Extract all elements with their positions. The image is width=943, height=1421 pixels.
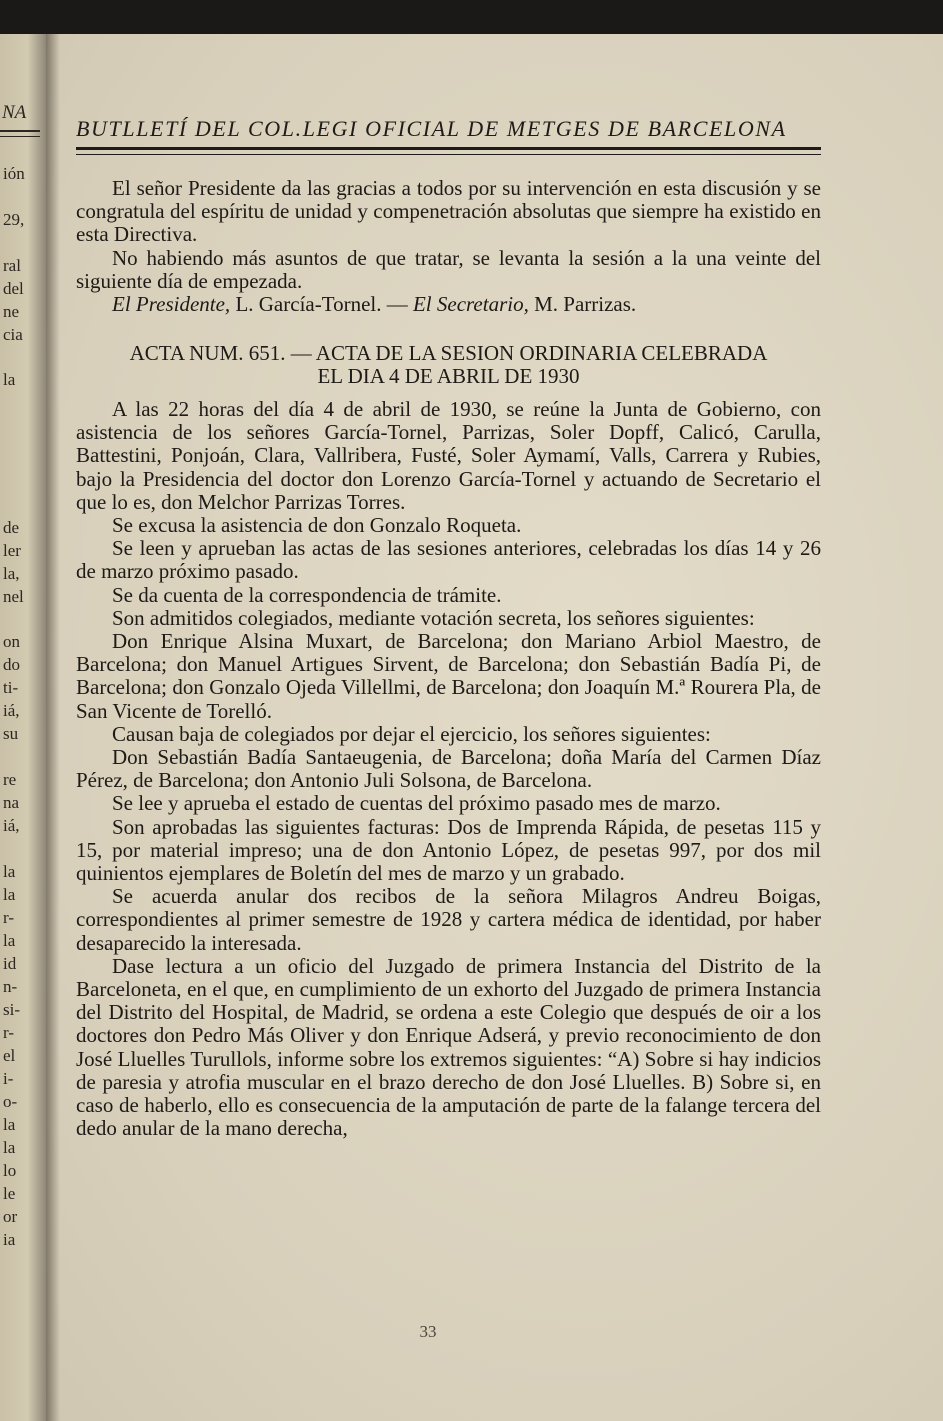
previous-page-fragment: cia	[3, 325, 23, 344]
previous-page-fragment: iá,	[3, 701, 20, 720]
previous-page-fragment: id	[3, 954, 17, 973]
previous-page-fragment: on	[3, 632, 20, 651]
previous-page-fragment: la	[3, 1138, 16, 1157]
previous-page-fragment: o-	[3, 1092, 18, 1111]
previous-page-fragment: de	[3, 518, 20, 537]
page-gutter-shadow	[46, 34, 60, 1421]
previous-page-fragment: lo	[3, 1161, 17, 1180]
president-role: El Presidente,	[112, 292, 231, 317]
previous-page-header: NA	[2, 102, 27, 123]
previous-page-fragment: si-	[3, 1000, 20, 1019]
previous-page-rule	[0, 130, 40, 132]
previous-page-rule	[0, 136, 40, 137]
paragraph: Dase lectura a un oficio del Juzgado de primera Instancia del Distrito de la Barceloneta, en el que, en cumplimiento de un exhorto del Juzgado de primera Instancia del Distrito del Hospital, de Madrid, se ordena a este Colegio que después de oir a los doctores don Pedro Más Oliver y don Enrique Adserá, y previo reconocimiento de don José Lluelles Turullols, informe sobre los extremos siguientes: “A) Sobre si hay indicios de paresia y atrofia muscular en el brazo derecho de don José Lluelles. B) Sobre si, en caso de haberlo, ello es consecuencia de la amputación de parte de la falange tercera del dedo anular de la mano derecha,	[76, 953, 821, 1141]
president-name: L. García-Tornel. —	[235, 292, 408, 317]
previous-page-edge	[0, 34, 46, 1421]
previous-page-fragment: or	[3, 1207, 18, 1226]
act-title-line: EL DIA 4 DE ABRIL DE 1930	[317, 364, 580, 389]
act-title	[76, 342, 821, 388]
previous-page-fragment: ral	[3, 256, 21, 275]
previous-page-fragment: la	[3, 931, 16, 950]
previous-page-fragment: ti-	[3, 678, 19, 697]
paragraph: Se acuerda anular dos recibos de la señora Milagros Andreu Boigas, correspondientes al primer semestre de 1928 y cartera médica de identidad, por haber desaparecido la interesada.	[76, 884, 821, 955]
act-title-line: ACTA NUM. 651. — ACTA DE LA SESION ORDINARIA CELEBRADA	[129, 341, 768, 365]
paragraph: El señor Presidente da las gracias a todos por su intervención en esta discusión y se congratula del espíritu de unidad y compenetración absolutas que siempre ha existido en esta Directiva.	[76, 176, 821, 247]
previous-page-fragment: la	[3, 885, 16, 904]
previous-page-fragment: r-	[3, 908, 14, 927]
previous-page-fragment: la	[3, 370, 16, 389]
paragraph: Don Sebastián Badía Santaeugenia, de Barcelona; doña María del Carmen Díaz Pérez, de Barcelona; don Antonio Juli Solsona, de Barcelona.	[76, 745, 821, 793]
previous-page-fragment: del	[3, 279, 24, 298]
paragraph: Causan baja de colegiados por dejar el ejercicio, los señores siguientes:	[112, 721, 711, 746]
previous-page-fragment: 29,	[3, 210, 25, 229]
header-rule-thin	[76, 154, 821, 155]
closing-section	[76, 177, 821, 316]
header-rule-thick	[76, 147, 821, 150]
paragraph: Son aprobadas las siguientes facturas: Dos de Imprenda Rápida, de pesetas 115 y 15, por material impreso; una de don Antonio López, de pesetas 997, por dos mil quinientos ejemplares de Boletín del mes de marzo y un grabado.	[76, 814, 821, 886]
previous-page-fragment: n-	[3, 977, 18, 996]
secretary-name: M. Parrizas.	[534, 292, 637, 317]
previous-page-fragment: su	[3, 724, 19, 743]
previous-page-fragment: re	[3, 770, 17, 789]
previous-page-fragment: do	[3, 655, 20, 674]
paragraph: Son admitidos colegiados, mediante votación secreta, los señores siguientes:	[112, 605, 755, 630]
signature-line	[76, 293, 821, 316]
previous-page-fragment: la	[3, 862, 16, 881]
previous-page-fragment: ne	[3, 302, 20, 321]
previous-page-fragment: iá,	[3, 816, 20, 835]
previous-page-fragment: ión	[3, 164, 25, 183]
paragraph: Se leen y aprueban las actas de las sesiones anteriores, celebradas los días 14 y 26 de marzo próximo pasado.	[76, 536, 821, 584]
secretary-role: El Secretario,	[412, 292, 529, 317]
act-body	[76, 398, 821, 1141]
paragraph: No habiendo más asuntos de que tratar, se levanta la sesión a la una veinte del siguiente día de empezada.	[76, 245, 821, 293]
paragraph: Don Enrique Alsina Muxart, de Barcelona; don Mariano Arbiol Maestro, de Barcelona; don Manuel Artigues Sirvent, de Barcelona; don Sebastián Badía Pi, de Barcelona; don Gonzalo Ojeda Villellmi, de Barcelona; don Joaquín M.ª Rourera Pla, de San Vicente de Torelló.	[76, 629, 821, 723]
paragraph: Se excusa la asistencia de don Gonzalo Roqueta.	[112, 513, 522, 538]
paragraph: A las 22 horas del día 4 de abril de 1930, se reúne la Junta de Gobierno, con asistencia de los señores García-Tornel, Parrizas, Soler Dopff, Calicó, Carulla, Battestini, Ponjoán, Clara, Vallribera, Fusté, Soler Aymamí, Valls, Carrera y Rubies, bajo la Presidencia del doctor don Lorenzo García-Tornel y actuando de Secretario el que lo es, don Melchor Parrizas Torres.	[76, 397, 821, 514]
previous-page-fragment: ia	[3, 1230, 16, 1249]
previous-page-fragment: i-	[3, 1069, 14, 1088]
previous-page-fragment: le	[3, 1184, 16, 1203]
previous-page-fragment: el	[3, 1046, 16, 1065]
previous-page-fragment: la,	[3, 564, 20, 583]
previous-page-fragment: na	[3, 793, 20, 812]
previous-page-fragment: r-	[3, 1023, 14, 1042]
paragraph: Se da cuenta de la correspondencia de trámite.	[112, 582, 502, 607]
page-number: 33	[419, 1322, 437, 1341]
previous-page-fragment: la	[3, 1115, 16, 1134]
previous-page-fragment: nel	[3, 587, 24, 606]
running-header: BUTLLETÍ DEL COL.LEGI OFICIAL DE METGES DE BARCELONA	[76, 116, 787, 141]
paragraph: Se lee y aprueba el estado de cuentas del próximo pasado mes de marzo.	[112, 791, 721, 816]
previous-page-fragment: ler	[3, 541, 21, 560]
